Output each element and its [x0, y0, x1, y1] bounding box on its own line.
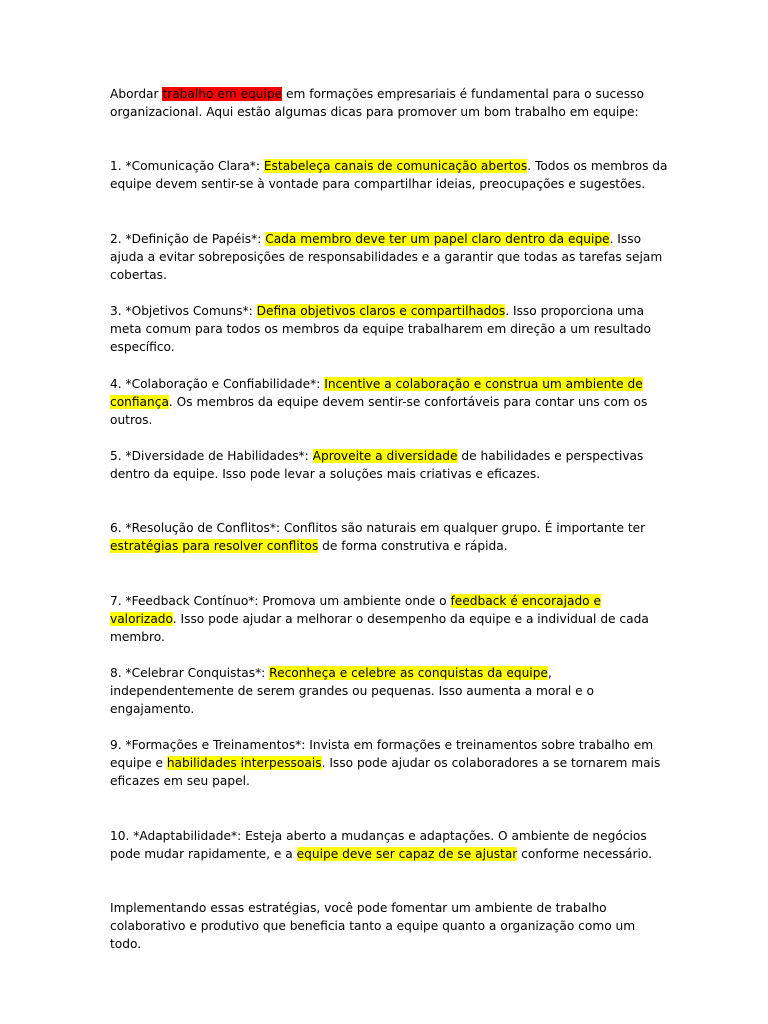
list-item-6 [110, 519, 670, 555]
list-item-3 [110, 302, 670, 356]
list-item-7 [110, 592, 670, 646]
list-item-4 [110, 375, 670, 429]
item-highlight: Cada membro deve ter um papel claro dentro da equipe [265, 232, 610, 246]
item-heading: 8. *Celebrar Conquistas*: [110, 666, 270, 680]
item-heading: 2. *Definição de Papéis*: [110, 232, 266, 246]
intro-after: em formações empresariais é fundamental para o sucesso organizacional. Aqui estão algumas dicas para promover um bom trabalho em equipe: [110, 87, 644, 119]
item-post: . Os membros da equipe devem sentir-se confortáveis para contar uns com os outros. [110, 395, 648, 427]
intro-highlight: trabalho em equipe [162, 87, 283, 101]
item-post: , independentemente de serem grandes ou pequenas. Isso aumenta a moral e o engajamento. [110, 666, 594, 716]
item-heading: 6. *Resolução de Conflitos*: [110, 521, 284, 535]
item-post: . Todos os membros da equipe devem sentir-se à vontade para compartilhar ideias, preocupações e sugestões. [110, 159, 668, 191]
item-highlight: Defina objetivos claros e compartilhados [256, 304, 506, 318]
item-heading: 5. *Diversidade de Habilidades*: [110, 449, 313, 463]
list-item-5 [110, 447, 670, 483]
item-highlight: estratégias para resolver conflitos [110, 539, 319, 553]
item-post: . Isso proporciona uma meta comum para todos os membros da equipe trabalharem em direção a um resultado específico. [110, 304, 651, 354]
item-post: conforme necessário. [517, 847, 652, 861]
item-pre: Invista em formações e treinamentos sobre trabalho em equipe e [110, 738, 654, 770]
item-heading: 7. *Feedback Contínuo*: [110, 594, 263, 608]
list-item-9 [110, 736, 670, 790]
intro-before: Abordar [110, 87, 163, 101]
item-highlight: equipe deve ser capaz de se ajustar [296, 847, 518, 861]
item-highlight: Reconheça e celebre as conquistas da equipe [269, 666, 548, 680]
conclusion-paragraph: Implementando essas estratégias, você pode fomentar um ambiente de trabalho colaborativo e produtivo que beneficia tanto a equipe quanto a organização como um todo. [110, 901, 636, 951]
item-highlight: Aproveite a diversidade [312, 449, 458, 463]
item-pre: Esteja aberto a mudanças e adaptações. O ambiente de negócios pode mudar rapidamente, e a [110, 829, 647, 861]
item-pre: Promova um ambiente onde o [262, 594, 451, 608]
list-item-8 [110, 664, 670, 718]
intro-paragraph [110, 85, 670, 121]
item-highlight: Incentive a colaboração e construa um ambiente de confiança [110, 377, 643, 409]
item-heading: 10. *Adaptabilidade*: [110, 829, 246, 843]
item-post: . Isso pode ajudar os colaboradores a se tornarem mais eficazes em seu papel. [110, 756, 661, 788]
item-heading: 9. *Formações e Treinamentos*: [110, 738, 310, 752]
item-highlight: habilidades interpessoais [166, 756, 322, 770]
list-item-1 [110, 157, 670, 193]
list-item-10 [110, 827, 670, 863]
item-post: . Isso pode ajudar a melhorar o desempenho da equipe e a individual de cada membro. [110, 612, 649, 644]
item-post: de forma construtiva e rápida. [318, 539, 508, 553]
item-highlight: feedback é encorajado e valorizado [110, 594, 602, 626]
item-post: . Isso ajuda a evitar sobreposições de responsabilidades e a garantir que todas as tarefas sejam cobertas. [110, 232, 663, 282]
item-heading: 1. *Comunicação Clara*: [110, 159, 264, 173]
item-heading: 4. *Colaboração e Confiabilidade*: [110, 377, 325, 391]
item-heading: 3. *Objetivos Comuns*: [110, 304, 257, 318]
item-highlight: Estabeleça canais de comunicação abertos [263, 159, 528, 173]
list-item-2 [110, 230, 670, 284]
item-pre: Conflitos são naturais em qualquer grupo. É importante ter [283, 521, 646, 535]
item-post: de habilidades e perspectivas dentro da equipe. Isso pode levar a soluções mais criativas e eficazes. [110, 449, 644, 481]
